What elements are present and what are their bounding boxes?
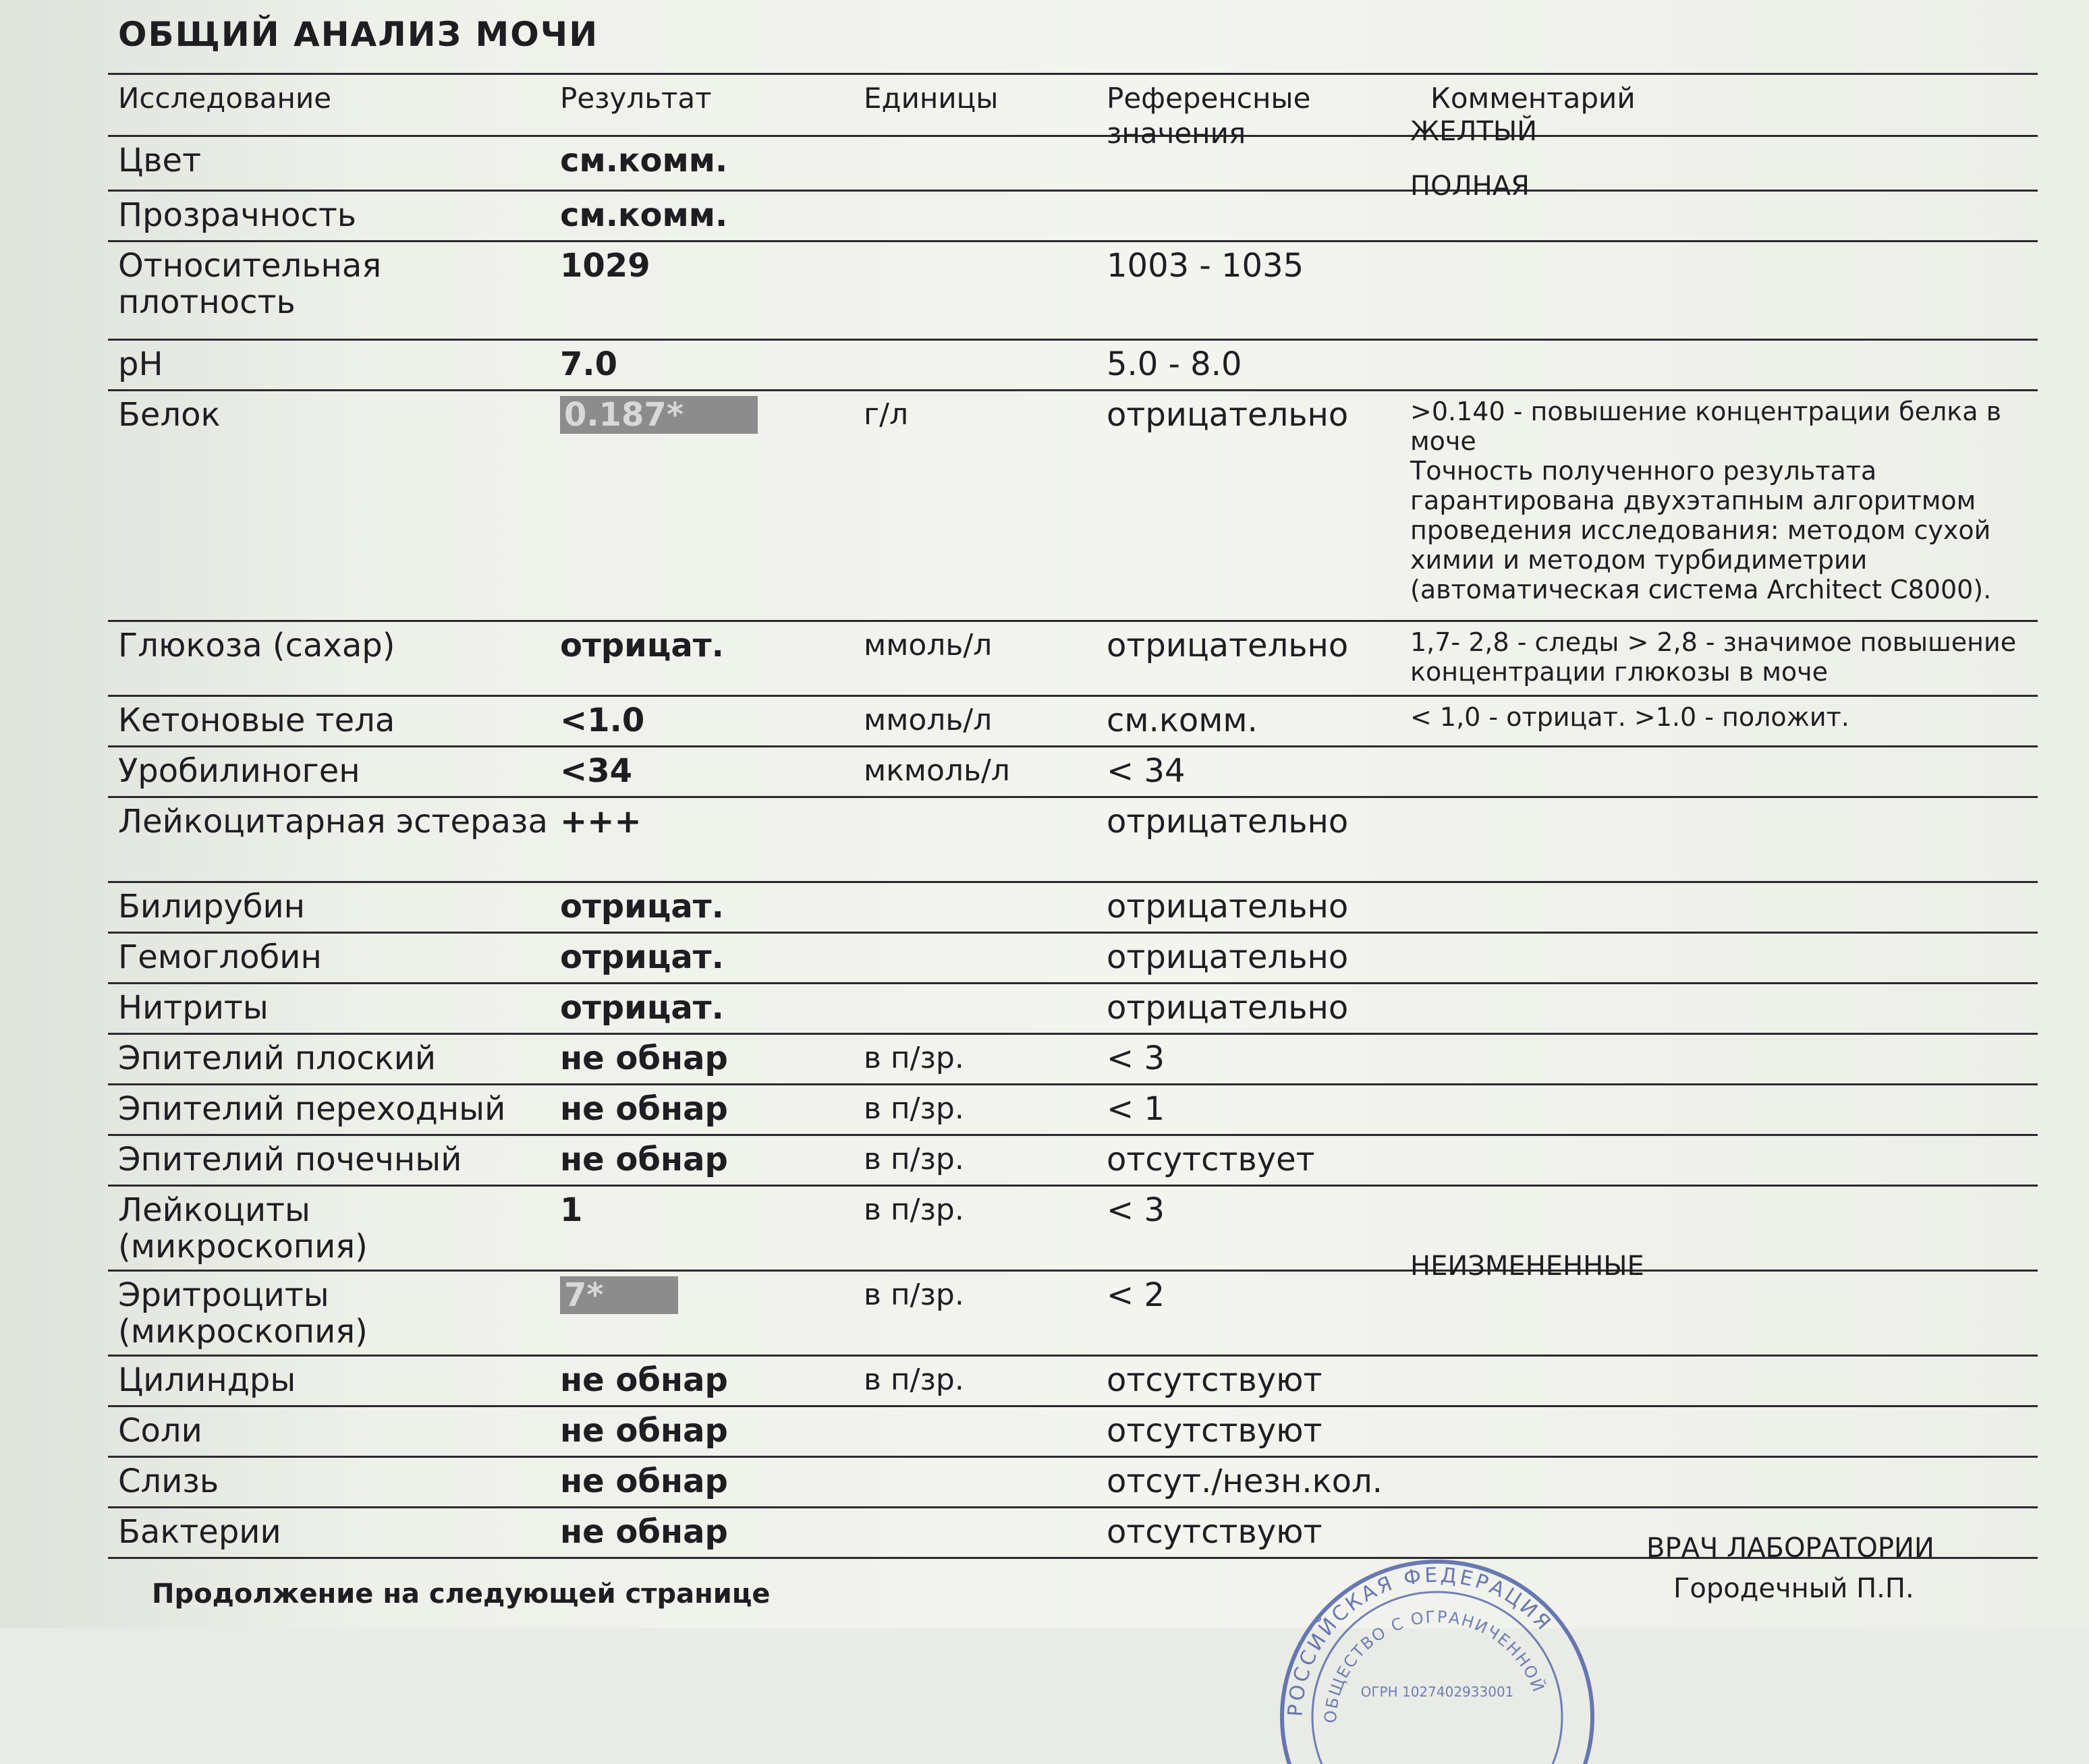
reference-range: отрицательно [1107,938,1349,976]
reference-range: 5.0 - 8.0 [1107,345,1242,383]
reference-range: < 34 [1107,752,1186,790]
table-row [108,242,2038,341]
test-name: Кетоновые тела [118,702,395,739]
reference-range: < 3 [1107,1191,1165,1229]
test-result [560,397,803,433]
test-name: pH [118,345,163,383]
test-name: Соли [118,1412,202,1450]
test-name: Эритроциты (микроскопия) [118,1276,368,1350]
test-name: Прозрачность [118,196,357,234]
test-name: Нитриты [118,989,269,1027]
reference-range: < 1 [1107,1090,1165,1128]
table-row [108,391,2038,622]
test-result: не обнар [560,1412,728,1450]
svg-text:ОБЩЕСТВО С ОГРАНИЧЕННОЙ [1321,1607,1549,1724]
reference-range: см.комм. [1107,702,1258,739]
test-name: Эпителий плоский [118,1040,437,1077]
test-name: Эпителий почечный [118,1141,462,1178]
test-name: Уробилиноген [118,752,360,790]
table-row [108,1136,2038,1187]
test-result: отрицат. [560,627,724,664]
reference-range: отсутствуют [1107,1412,1322,1450]
reference-range: отрицательно [1107,627,1349,664]
table-row [108,1035,2038,1085]
test-result [560,1277,803,1313]
reference-range: отсут./незн.кол. [1107,1462,1383,1500]
header-test: Исследование [118,82,332,115]
reference-range: отсутствуют [1107,1513,1322,1551]
test-name: Бактерии [118,1513,281,1551]
test-comment: ЖЕЛТЫЙ [1410,116,1538,147]
test-unit: мкмоль/л [864,753,1010,788]
test-result: не обнар [560,1040,728,1077]
test-name: Белок [118,396,221,434]
test-unit: ммоль/л [864,628,993,662]
test-unit: г/л [864,397,909,432]
test-result: см.комм. [560,196,728,234]
test-unit: в п/зр. [864,1363,964,1397]
header-comment: Комментарий [1430,82,1636,115]
test-name: Глюкоза (сахар) [118,627,395,664]
test-comment: НЕИЗМЕНЕННЫЕ [1410,1251,1644,1282]
laboratory-stamp [1262,1494,1613,1764]
table-row [108,341,2038,391]
table-row [108,1357,2038,1407]
test-unit: в п/зр. [864,1278,964,1312]
reference-range: отрицательно [1107,989,1349,1027]
test-name: Эпителий переходный [118,1090,506,1128]
table-row [108,171,2038,242]
test-result: не обнар [560,1361,728,1399]
test-result: см.комм. [560,142,728,179]
test-comment: >0.140 - повышение концентрации белка в моче Точность полученного результата гарантирована двухэтапным алгоритмом проведения исследования: методом сухой химии и методом турбидиметрии (автоматическая система Architect C8000). [1410,397,2001,604]
reference-range: отрицательно [1107,396,1349,434]
test-result: отрицат. [560,888,724,926]
table-row [108,1458,2038,1508]
test-comment: ПОЛНАЯ [1410,171,1530,202]
header-units: Единицы [864,82,999,115]
reference-range: отрицательно [1107,888,1349,926]
test-unit: в п/зр. [864,1041,964,1075]
header-result: Результат [560,82,712,115]
test-result: +++ [560,803,642,841]
test-result: 1 [560,1191,583,1229]
test-result: не обнар [560,1513,728,1551]
table-row [108,984,2038,1035]
stamp-outer-text: РОССИЙСКАЯ ФЕДЕРАЦИЯ [1283,1563,1557,1717]
test-result: отрицат. [560,938,724,976]
reference-range: отсутствует [1107,1141,1315,1178]
test-name: Цвет [118,142,202,179]
stamp-ogrn: ОГРН 1027402933001 [1360,1684,1514,1700]
test-unit: в п/зр. [864,1142,964,1176]
test-name: Гемоглобин [118,938,322,976]
test-result: не обнар [560,1462,728,1500]
test-name: Лейкоцитарная эстераза [118,803,548,841]
test-comment: < 1,0 - отрицат. >1.0 - положит. [1410,702,1849,732]
test-name: Билирубин [118,888,306,926]
continuation-note: Продолжение на следующей странице [152,1578,771,1610]
test-result: не обнар [560,1141,728,1178]
reference-range: отрицательно [1107,803,1349,841]
reference-range: < 3 [1107,1040,1165,1077]
table-row [108,697,2038,747]
test-result: <1.0 [560,702,645,739]
test-name: Слизь [118,1462,219,1500]
doctor-block [1646,1528,1934,1609]
test-name: Лейкоциты (микроскопия) [118,1191,368,1265]
test-result: 1029 [560,247,650,285]
table-row [108,747,2038,798]
flagged-result: 7* [560,1276,678,1314]
test-result: 7.0 [560,345,618,383]
test-result: отрицат. [560,989,724,1027]
reference-range: отсутствуют [1107,1361,1322,1399]
doctor-name: Городечный П.П. [1673,1573,1914,1604]
test-unit: в п/зр. [864,1193,964,1227]
doctor-title: ВРАЧ ЛАБОРАТОРИИ [1646,1533,1934,1564]
table-row [108,1085,2038,1136]
reference-range: < 2 [1107,1276,1165,1314]
flagged-result: 0.187* [560,396,758,434]
test-name: Цилиндры [118,1361,296,1399]
table-row [108,622,2038,697]
table-row [108,1251,2038,1357]
test-comment: 1,7- 2,8 - следы > 2,8 - значимое повышение концентрации глюкозы в моче [1410,627,2017,687]
table-row [108,883,2038,934]
test-name: Относительная плотность [118,247,382,321]
stamp-inner-text: ОБЩЕСТВО С ОГРАНИЧЕННОЙ [1320,1607,1549,1724]
table-row [108,798,2038,883]
reference-range: 1003 - 1035 [1107,247,1304,285]
test-unit: ммоль/л [864,703,993,737]
header-reference: Референсные значения [1107,82,1311,150]
test-unit: в п/зр. [864,1091,964,1126]
test-result: не обнар [560,1090,728,1128]
report-title: ОБЩИЙ АНАЛИЗ МОЧИ [118,15,599,54]
test-result: <34 [560,752,633,790]
table-row [108,934,2038,984]
table-row [108,1407,2038,1458]
